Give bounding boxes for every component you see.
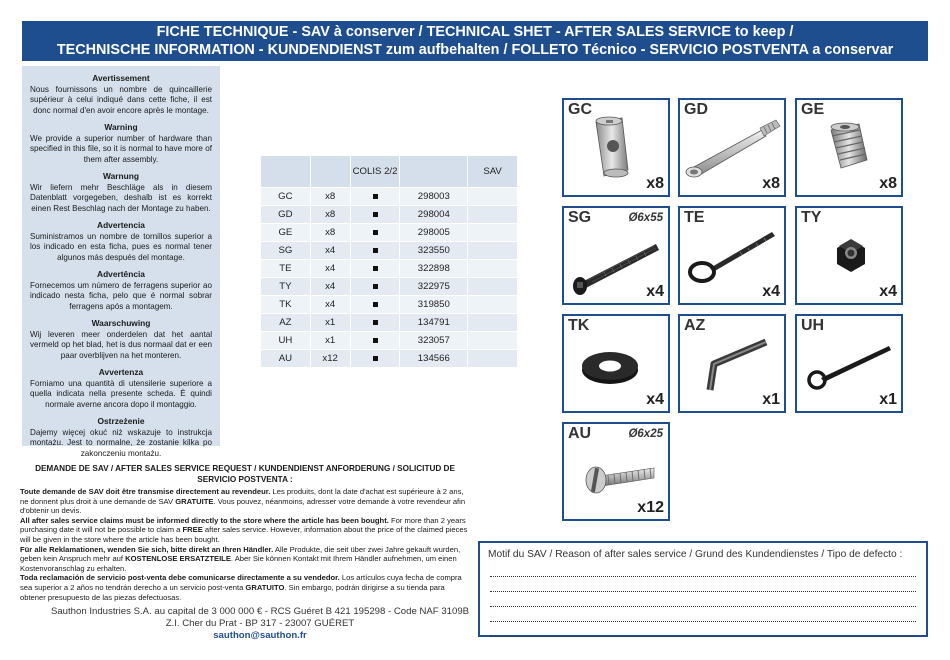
part-code: AZ — [684, 317, 706, 334]
square-bullet-icon — [373, 212, 378, 217]
cell-ref: 298003 — [400, 188, 468, 206]
cell-sav[interactable] — [468, 332, 518, 350]
cell-sav[interactable] — [468, 206, 518, 224]
header-qty — [310, 156, 350, 188]
cell-code: AZ — [261, 314, 311, 332]
warning-block — [30, 416, 212, 459]
warning-title: Advertência — [97, 269, 145, 279]
cell-ref: 319850 — [400, 296, 468, 314]
header-line-1: FICHE TECHNIQUE - SAV à conserver / TECHNICAL SHET - AFTER SALES SERVICE to keep / — [156, 24, 794, 40]
part-code: GE — [801, 101, 825, 118]
part-card-ge — [795, 98, 903, 197]
warning-title: Warning — [104, 122, 138, 132]
cell-sav[interactable] — [468, 278, 518, 296]
warning-block — [30, 171, 212, 214]
table-row — [261, 242, 518, 260]
part-code: TE — [684, 209, 705, 226]
part-card-az — [678, 314, 786, 413]
header-code — [261, 156, 311, 188]
cell-colis — [350, 224, 400, 242]
table-row — [261, 296, 518, 314]
warning-body: Suministramos un nombre de tornillos superior a los indicado en esta ficha, pues es normal tener algunos más después del montage. — [30, 231, 212, 262]
part-code: SG — [568, 209, 592, 226]
warning-body: Dajemy więcej okuć niż wskazuje to instrukcja montażu. Jest to normalne, że zostanie kilka po zakonczeniu montażu. — [30, 427, 212, 458]
cell-qty: x1 — [310, 332, 350, 350]
part-card-te — [678, 206, 786, 305]
cell-qty: x1 — [310, 314, 350, 332]
warning-block — [30, 269, 212, 312]
cell-sav[interactable] — [468, 224, 518, 242]
cell-colis — [350, 350, 400, 368]
square-bullet-icon — [373, 194, 378, 199]
table-row — [261, 206, 518, 224]
cell-qty: x8 — [310, 224, 350, 242]
motif-input-line[interactable] — [490, 607, 916, 622]
cell-colis — [350, 260, 400, 278]
table-row — [261, 278, 518, 296]
table-header-row — [261, 156, 518, 188]
part-quantity: x12 — [637, 499, 664, 516]
part-code: TY — [801, 209, 822, 226]
motif-input-line[interactable] — [490, 562, 916, 577]
square-bullet-icon — [373, 248, 378, 253]
cell-ref: 298004 — [400, 206, 468, 224]
part-code: GD — [684, 101, 708, 118]
cell-qty: x8 — [310, 188, 350, 206]
part-quantity: x4 — [762, 283, 780, 300]
warning-body: Wij leveren meer onderdelen dat het aantal vermeld op het blad, het is dus normaal dat er een paar overblijven na het monteren. — [30, 329, 212, 360]
cell-code: TY — [261, 278, 311, 296]
sav-para-de: Für alle Reklamationen, wenden Sie sich, bitte direkt an Ihren Händler. Alle Produkte, die seit über zwei Jahre gekauft wurden, geben kein Anspruch mehr auf KOSTENLOSE ERSATZTEILE. Aber Sie können Kontakt mit Ihrem Händler aufnehmen, um einen Kostenvoranschlag zu erhalten. — [20, 544, 461, 573]
cell-ref: 323550 — [400, 242, 468, 260]
warning-body: Fornecemos um número de ferragens superior ao indicado nesta ficha, pelo que é normal sobrar ferragens após a montagem. — [30, 280, 212, 311]
warning-title: Waarschuwing — [91, 318, 151, 328]
warning-block — [30, 367, 212, 410]
square-bullet-icon — [373, 356, 378, 361]
cell-ref: 134566 — [400, 350, 468, 368]
part-quantity: x4 — [646, 283, 664, 300]
header-ref — [400, 156, 468, 188]
sav-para-fr: Toute demande de SAV doit être transmise directement au revendeur. Les produits, dont la date d'achat est supérieure à 2 ans, ne donnent plus droit à une demande de SAV GRATUITE. Vous pouvez, néanmoins, adresser votre demande à votre revendeur afin d'obtenir un devis. — [20, 487, 466, 516]
cell-code: GD — [261, 206, 311, 224]
motif-input-line[interactable] — [490, 577, 916, 592]
cell-sav[interactable] — [468, 242, 518, 260]
header-line-2: TECHNISCHE INFORMATION - KUNDENDIENST zum aufbehalten / FOLLETO Técnico - SERVICIO POSTVENTA a conservar — [56, 42, 894, 58]
cell-ref: 322975 — [400, 278, 468, 296]
part-dimension: Ø6x25 — [628, 428, 663, 440]
cell-colis — [350, 296, 400, 314]
cell-qty: x4 — [310, 260, 350, 278]
cell-sav[interactable] — [468, 350, 518, 368]
warnings-panel — [22, 66, 220, 458]
cell-colis — [350, 314, 400, 332]
cell-colis — [350, 278, 400, 296]
square-bullet-icon — [373, 320, 378, 325]
square-bullet-icon — [373, 266, 378, 271]
cell-qty: x4 — [310, 242, 350, 260]
part-code: TK — [568, 317, 590, 334]
part-card-au — [562, 422, 670, 521]
square-bullet-icon — [373, 302, 378, 307]
part-quantity: x1 — [879, 391, 897, 408]
cell-sav[interactable] — [468, 314, 518, 332]
square-bullet-icon — [373, 338, 378, 343]
cell-sav[interactable] — [468, 188, 518, 206]
motif-input-line[interactable] — [490, 622, 916, 637]
header-colis: COLIS 2/2 — [350, 156, 400, 188]
cell-ref: 134791 — [400, 314, 468, 332]
parts-table — [260, 155, 518, 368]
part-card-uh — [795, 314, 903, 413]
cell-code: SG — [261, 242, 311, 260]
square-bullet-icon — [373, 230, 378, 235]
table-row — [261, 260, 518, 278]
table-row — [261, 314, 518, 332]
warning-block — [30, 73, 212, 116]
cell-code: TK — [261, 296, 311, 314]
company-line-1: Sauthon Industries S.A. au capital de 3 000 000 € - RCS Guéret B 421 195298 - Code NAF 3109B — [50, 606, 470, 617]
cell-code: GC — [261, 188, 311, 206]
square-bullet-icon — [373, 284, 378, 289]
motif-input-line[interactable] — [490, 592, 916, 607]
company-line-2: Z.I. Cher du Prat - BP 317 - 23007 GUÉRET — [165, 618, 355, 629]
header-sav: SAV — [468, 156, 518, 188]
sav-para-en: All after sales service claims must be informed directly to the store where the article has been bought. For more than 2 years purchasing date it will not be possible to claim a FREE after sales service. However, information about the price of the claimed pieces will be given in the store where the article has been bought. — [20, 515, 468, 544]
warning-body: Forniamo una quantità di utensilerie superiore a quella indicata nella presente scheda. È quindi normale averne ancora dopo il montaggio. — [30, 378, 212, 409]
part-card-ty — [795, 206, 903, 305]
company-email[interactable]: sauthon@sauthon.fr — [213, 630, 307, 641]
cell-colis — [350, 206, 400, 224]
part-quantity: x8 — [879, 175, 897, 192]
cell-colis — [350, 188, 400, 206]
motif-box[interactable] — [478, 541, 928, 637]
page-header — [22, 21, 928, 61]
cell-colis — [350, 242, 400, 260]
cell-code: UH — [261, 332, 311, 350]
part-card-gc — [562, 98, 670, 197]
part-quantity: x1 — [762, 391, 780, 408]
table-row — [261, 350, 518, 368]
warning-title: Avvertenza — [98, 367, 144, 377]
part-code: GC — [568, 101, 592, 118]
cell-sav[interactable] — [468, 260, 518, 278]
part-card-sg — [562, 206, 670, 305]
cell-qty: x4 — [310, 278, 350, 296]
motif-title: Motif du SAV / Reason of after sales service / Grund des Kundendienstes / Tipo de defecto : — [488, 549, 903, 560]
warning-body: Wir liefern mehr Beschläge als in diesem Datenblatt vorgegeben, deshalb ist es korrekt einen Rest Beschlag nach der Montage zu haben. — [30, 182, 212, 213]
warning-block — [30, 122, 212, 165]
sav-request-title: DEMANDE DE SAV / AFTER SALES SERVICE REQUEST / KUNDENDIENST ANFORDERUNG / SOLICITUD DE SERVICIO POSTVENTA : — [35, 464, 455, 484]
cell-ref: 298005 — [400, 224, 468, 242]
warning-title: Advertencia — [97, 220, 145, 230]
sav-para-es: Toda reclamación de servicio post-venta debe comunicarse directamente a su vendedor. Los artículos cuya fecha de compra sea superior a 2 años no tendrán derecho a un servicio post-venta GRATUITO. Sin embargo, podrán dirigirse a su tienda para obtener presupuesto de las piezas defectuosas. — [20, 573, 462, 602]
cell-ref: 323057 — [400, 332, 468, 350]
cell-qty: x4 — [310, 296, 350, 314]
table-row — [261, 332, 518, 350]
cell-ref: 322898 — [400, 260, 468, 278]
company-info — [20, 606, 500, 642]
part-card-tk — [562, 314, 670, 413]
warning-title: Warnung — [103, 171, 139, 181]
cell-code: AU — [261, 350, 311, 368]
table-row — [261, 224, 518, 242]
warning-body: We provide a superior number of hardware than specified in this file, so it is normal to have more of them after assembly. — [30, 133, 212, 164]
warning-block — [30, 220, 212, 263]
warning-block — [30, 318, 212, 361]
cell-qty: x8 — [310, 206, 350, 224]
cell-sav[interactable] — [468, 296, 518, 314]
warning-title: Ostrzeżenie — [97, 416, 145, 426]
cell-qty: x12 — [310, 350, 350, 368]
part-quantity: x4 — [646, 391, 664, 408]
table-row — [261, 188, 518, 206]
part-quantity: x8 — [646, 175, 664, 192]
part-code: AU — [568, 425, 592, 442]
sav-request — [20, 464, 470, 602]
cell-colis — [350, 332, 400, 350]
part-code: UH — [801, 317, 825, 334]
warning-title: Avertissement — [92, 73, 150, 83]
part-quantity: x8 — [762, 175, 780, 192]
warning-body: Nous fournissons un nombre de quincaillerie supérieur à celui indiqué dans cette fiche, il est donc normal d'en avoir encore après le montage. — [30, 84, 212, 115]
part-card-gd — [678, 98, 786, 197]
cell-code: GE — [261, 224, 311, 242]
part-quantity: x4 — [879, 283, 897, 300]
part-dimension: Ø6x55 — [628, 212, 663, 224]
cell-code: TE — [261, 260, 311, 278]
